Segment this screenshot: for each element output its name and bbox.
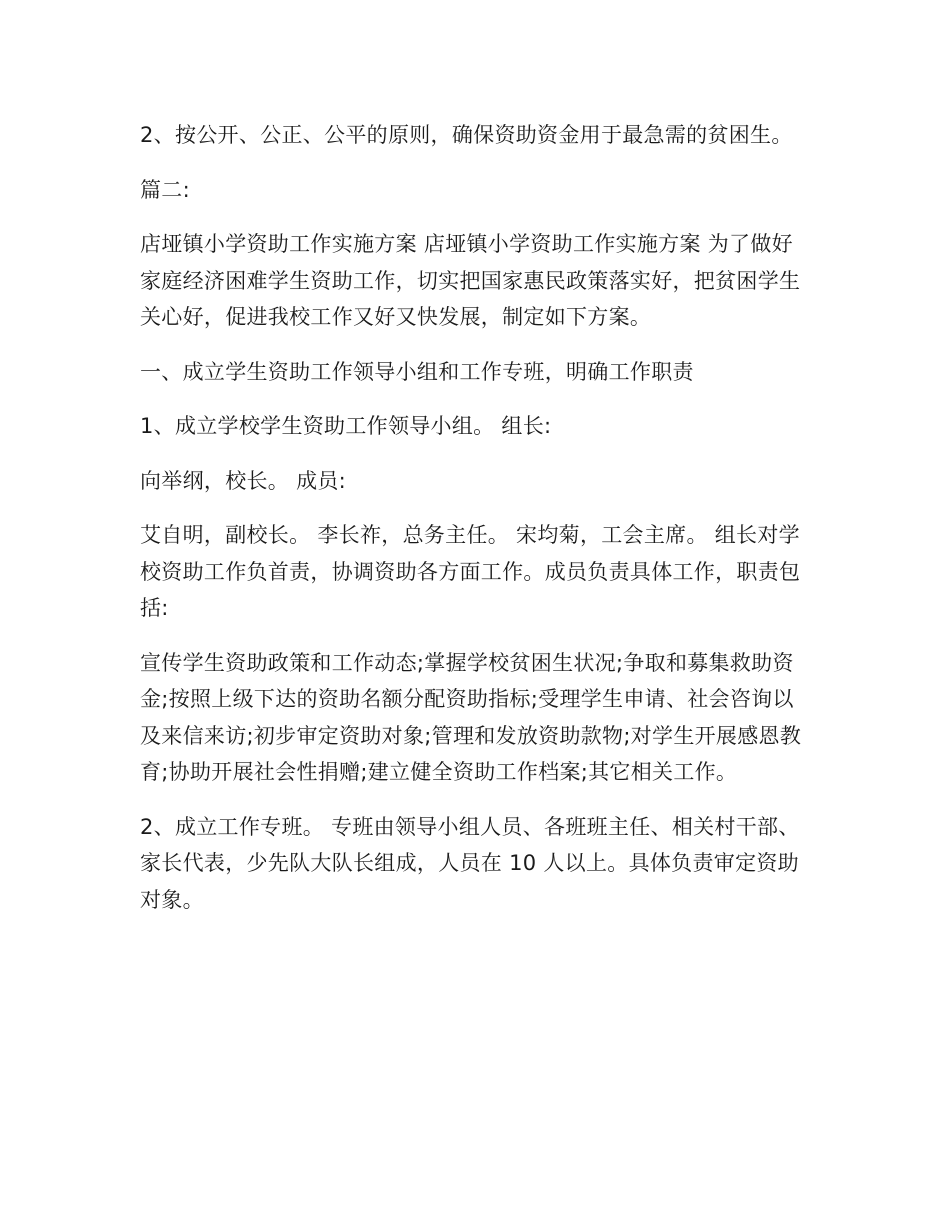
paragraph-members-duties: 艾自明，副校长。 李长祚，总务主任。 宋均菊，工会主席。 组长对学校资助工作负首责，协调资助各方面工作。成员负责具体工作，职责包括: [140, 523, 801, 620]
paragraph-leader-members: 向举纲，校长。 成员: [140, 468, 347, 493]
section-heading-part-two: 篇二: [140, 177, 190, 202]
paragraph-group-leader: 1、成立学校学生资助工作领导小组。 组长: [140, 414, 552, 438]
paragraph-duty-list: 宣传学生资助政策和工作动态;掌握学校贫困生状况;争取和募集救助资金;按照上级下达的资助名额分配资助指标;受理学生申请、社会咨询以及来信来访;初步审定资助对象;管理和发放资助款物;对学生开展感恩教育;协助开展社会性捐赠;建立健全资助工作档案;其它相关工作。 [140, 650, 802, 784]
document-body [140, 117, 810, 936]
paragraph-work-team: 2、成立工作专班。 专班由领导小组人员、各班班主任、相关村干部、家长代表，少先队大队长组成，人员在 10 人以上。具体负责审定资助对象。 [140, 814, 800, 912]
section-heading-leadership-group: 一、成立学生资助工作领导小组和工作专班，明确工作职责 [140, 359, 694, 384]
paragraph-plan-intro: 店垭镇小学资助工作实施方案 店垭镇小学资助工作实施方案 为了做好家庭经济困难学生资助工作，切实把国家惠民政策落实好，把贫困学生关心好，促进我校工作又好又快发展，制定如下方案。 [140, 232, 801, 329]
paragraph-principle: 2、按公开、公正、公平的原则，确保资助资金用于最急需的贫困生。 [140, 123, 793, 147]
